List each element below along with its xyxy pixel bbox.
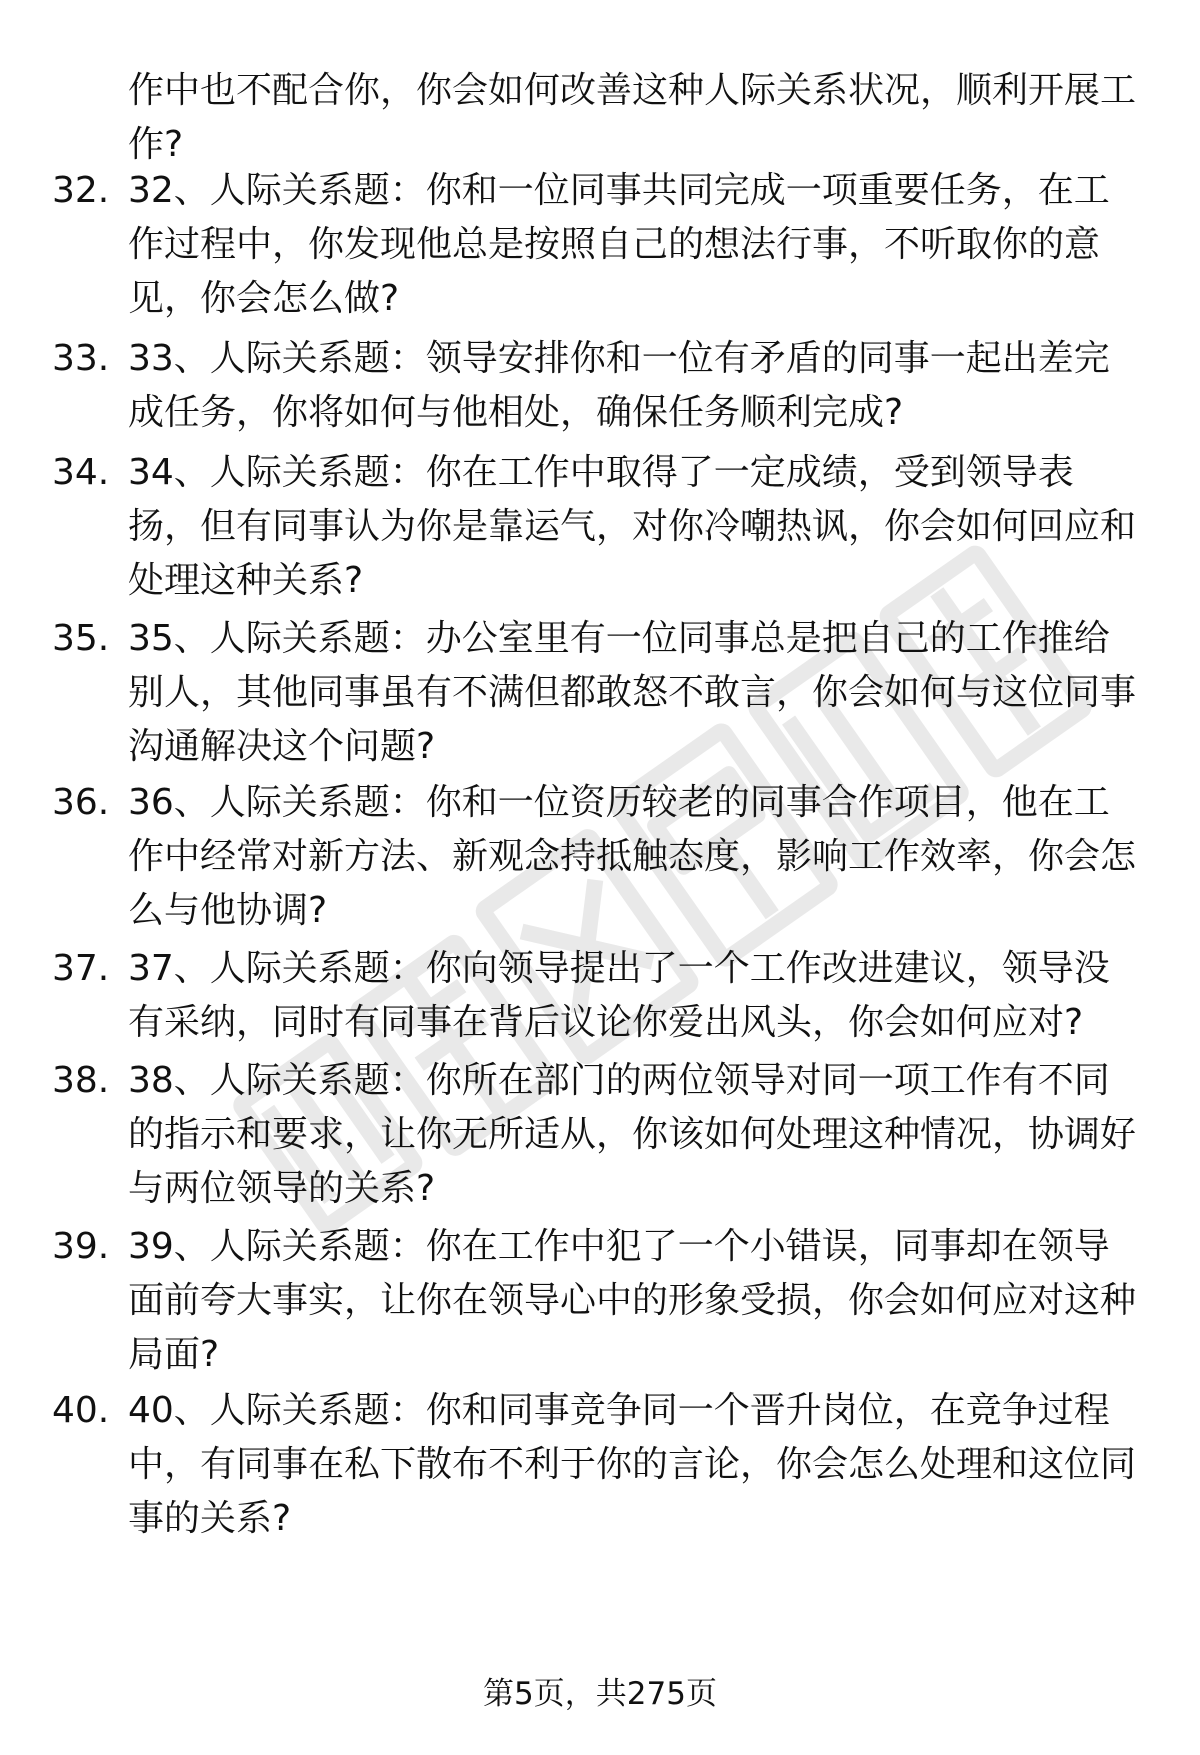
question-text: 39、人际关系题：你在工作中犯了一个小错误，同事却在领导面前夸大事实，让你在领导心中的形象受损，你会如何应对这种局面? [128,1226,1137,1375]
question-number: 36. [52,782,110,823]
question-31-continuation: 作中也不配合你，你会如何改善这种人际关系状况，顺利开展工作? [128,70,1137,165]
question-number: 37. [52,948,110,989]
question-number: 39. [52,1226,110,1267]
question-number: 40. [52,1390,110,1431]
question-text: 40、人际关系题：你和同事竞争同一个晋升岗位，在竞争过程中，有同事在私下散布不利于你的言论，你会怎么处理和这位同事的关系? [128,1390,1137,1539]
question-number: 33. [52,338,110,379]
question-text: 33、人际关系题：领导安排你和一位有矛盾的同事一起出差完成任务，你将如何与他相处，确保任务顺利完成? [128,338,1110,433]
question-text: 37、人际关系题：你向领导提出了一个工作改进建议，领导没有采纳，同时有同事在背后议论你爱出风头，你会如何应对? [128,948,1110,1043]
question-text: 34、人际关系题：你在工作中取得了一定成绩，受到领导表扬，但有同事认为你是靠运气，对你冷嘲热讽，你会如何回应和处理这种关系? [128,452,1137,601]
question-number: 32. [52,170,110,211]
question-number: 34. [52,452,110,493]
question-text: 38、人际关系题：你所在部门的两位领导对同一项工作有不同的指示和要求，让你无所适从，你该如何处理这种情况，协调好与两位领导的关系? [128,1060,1137,1209]
question-text: 32、人际关系题：你和一位同事共同完成一项重要任务，在工作过程中，你发现他总是按照自己的想法行事，不听取你的意见，你会怎么做? [128,170,1110,319]
page-footer: 第5页，共275页 [483,1676,717,1712]
question-text: 35、人际关系题：办公室里有一位同事总是把自己的工作推给别人，其他同事虽有不满但都敢怒不敢言，你会如何与这位同事沟通解决这个问题? [128,618,1137,767]
question-number: 38. [52,1060,110,1101]
question-text: 36、人际关系题：你和一位资历较老的同事合作项目，他在工作中经常对新方法、新观念持抵触态度，影响工作效率，你会怎么与他协调? [128,782,1137,931]
question-number: 35. [52,618,110,659]
